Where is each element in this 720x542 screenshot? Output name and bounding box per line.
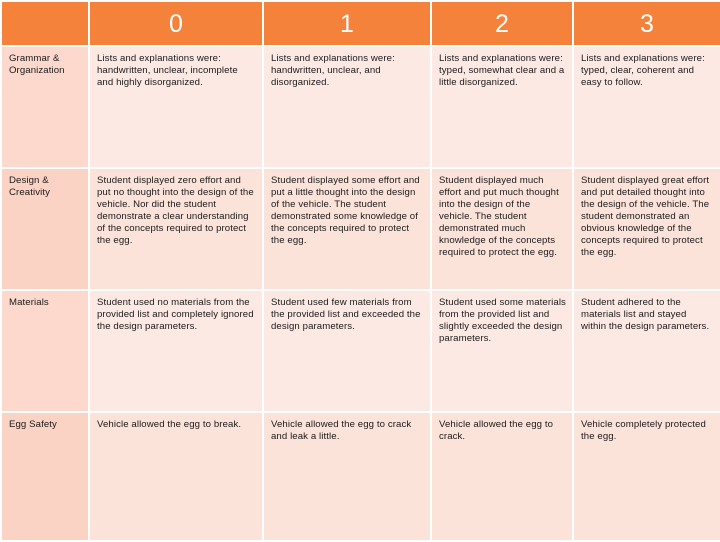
score-header-1: 1: [263, 1, 431, 46]
rubric-cell: Lists and explanations were: typed, clear, coherent and easy to follow.: [573, 46, 720, 168]
header-corner-cell: [1, 1, 89, 46]
rubric-cell: Student displayed much effort and put much thought into the design of the vehicle. The student demonstrated much knowledge of the concepts required to protect the egg.: [431, 168, 573, 290]
category-label: Egg Safety: [1, 412, 89, 541]
category-label: Materials: [1, 290, 89, 412]
header-row: [1, 1, 720, 46]
category-label: Design & Creativity: [1, 168, 89, 290]
rubric-cell: Student displayed zero effort and put no thought into the design of the vehicle. Nor did the student demonstrate a clear understanding of the concepts required to protect the egg.: [89, 168, 263, 290]
rubric-cell: Vehicle completely protected the egg.: [573, 412, 720, 541]
rubric-cell: Student used no materials from the provided list and completely ignored the design parameters.: [89, 290, 263, 412]
rubric-cell: Student displayed some effort and put a little thought into the design of the vehicle. The student demonstrated some knowledge of the concepts required to protect the egg.: [263, 168, 431, 290]
rubric-cell: Lists and explanations were: typed, somewhat clear and a little disorganized.: [431, 46, 573, 168]
rubric-cell: Lists and explanations were: handwritten, unclear, incomplete and highly disorganized.: [89, 46, 263, 168]
rubric-cell: Student displayed great effort and put detailed thought into the design of the vehicle. The student demonstrated an obvious knowledge of the concepts required to protect the egg.: [573, 168, 720, 290]
table-row: [1, 290, 720, 412]
rubric-cell: Vehicle allowed the egg to crack and leak a little.: [263, 412, 431, 541]
rubric-cell: Student used some materials from the provided list and slightly exceeded the design parameters.: [431, 290, 573, 412]
score-header-3: 3: [573, 1, 720, 46]
rubric-cell: Lists and explanations were: handwritten, unclear, and disorganized.: [263, 46, 431, 168]
table-row: [1, 412, 720, 541]
category-label: Grammar & Organization: [1, 46, 89, 168]
rubric-cell: Student adhered to the materials list and stayed within the design parameters.: [573, 290, 720, 412]
table-row: [1, 46, 720, 168]
rubric-cell: Student used few materials from the provided list and exceeded the design parameters.: [263, 290, 431, 412]
score-header-0: 0: [89, 1, 263, 46]
table-row: [1, 168, 720, 290]
score-header-2: 2: [431, 1, 573, 46]
rubric-cell: Vehicle allowed the egg to break.: [89, 412, 263, 541]
rubric-cell: Vehicle allowed the egg to crack.: [431, 412, 573, 541]
